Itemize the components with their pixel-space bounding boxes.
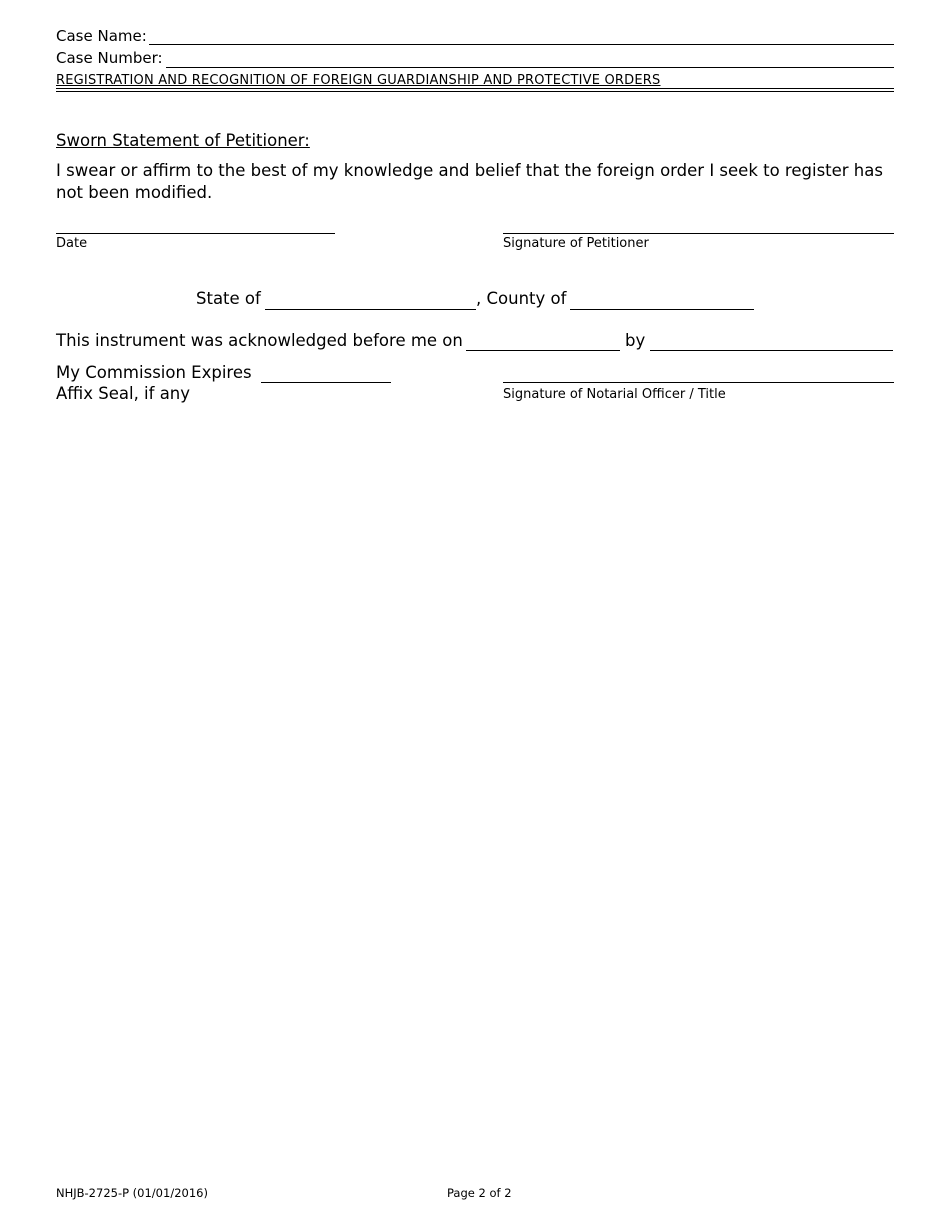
case-number-label: Case Number: [56, 49, 163, 67]
acknowledged-by-field[interactable] [650, 350, 893, 351]
case-name-label: Case Name: [56, 27, 147, 45]
commission-expires-field[interactable] [261, 382, 391, 383]
page-number: Page 2 of 2 [447, 1186, 512, 1200]
petitioner-signature-label: Signature of Petitioner [503, 236, 649, 251]
state-field[interactable] [265, 309, 476, 310]
petitioner-signature-field[interactable] [503, 233, 894, 234]
title-rule-top [56, 88, 894, 89]
statement-body: I swear or affirm to the best of my knowledge and belief that the foreign order I seek to register has not been modified. [56, 161, 883, 202]
form-number: NHJB-2725-P (01/01/2016) [56, 1186, 208, 1200]
acknowledged-label: This instrument was acknowledged before me on [56, 331, 463, 350]
case-number-field[interactable] [166, 67, 894, 68]
acknowledged-date-field[interactable] [466, 350, 620, 351]
notary-signature-field[interactable] [503, 382, 894, 383]
notary-signature-label: Signature of Notarial Officer / Title [503, 387, 726, 402]
date-field[interactable] [56, 233, 335, 234]
county-label: , County of [476, 289, 567, 308]
state-label: State of [196, 289, 261, 308]
commission-label: My Commission Expires [56, 363, 252, 382]
form-title: REGISTRATION AND RECOGNITION OF FOREIGN GUARDIANSHIP AND PROTECTIVE ORDERS [56, 73, 661, 88]
statement-heading: Sworn Statement of Petitioner: [56, 131, 310, 150]
date-label: Date [56, 236, 88, 251]
county-field[interactable] [570, 309, 754, 310]
seal-label: Affix Seal, if any [56, 384, 191, 403]
case-name-field[interactable] [149, 44, 894, 45]
by-label: by [625, 331, 646, 350]
title-rule-bottom [56, 91, 894, 92]
